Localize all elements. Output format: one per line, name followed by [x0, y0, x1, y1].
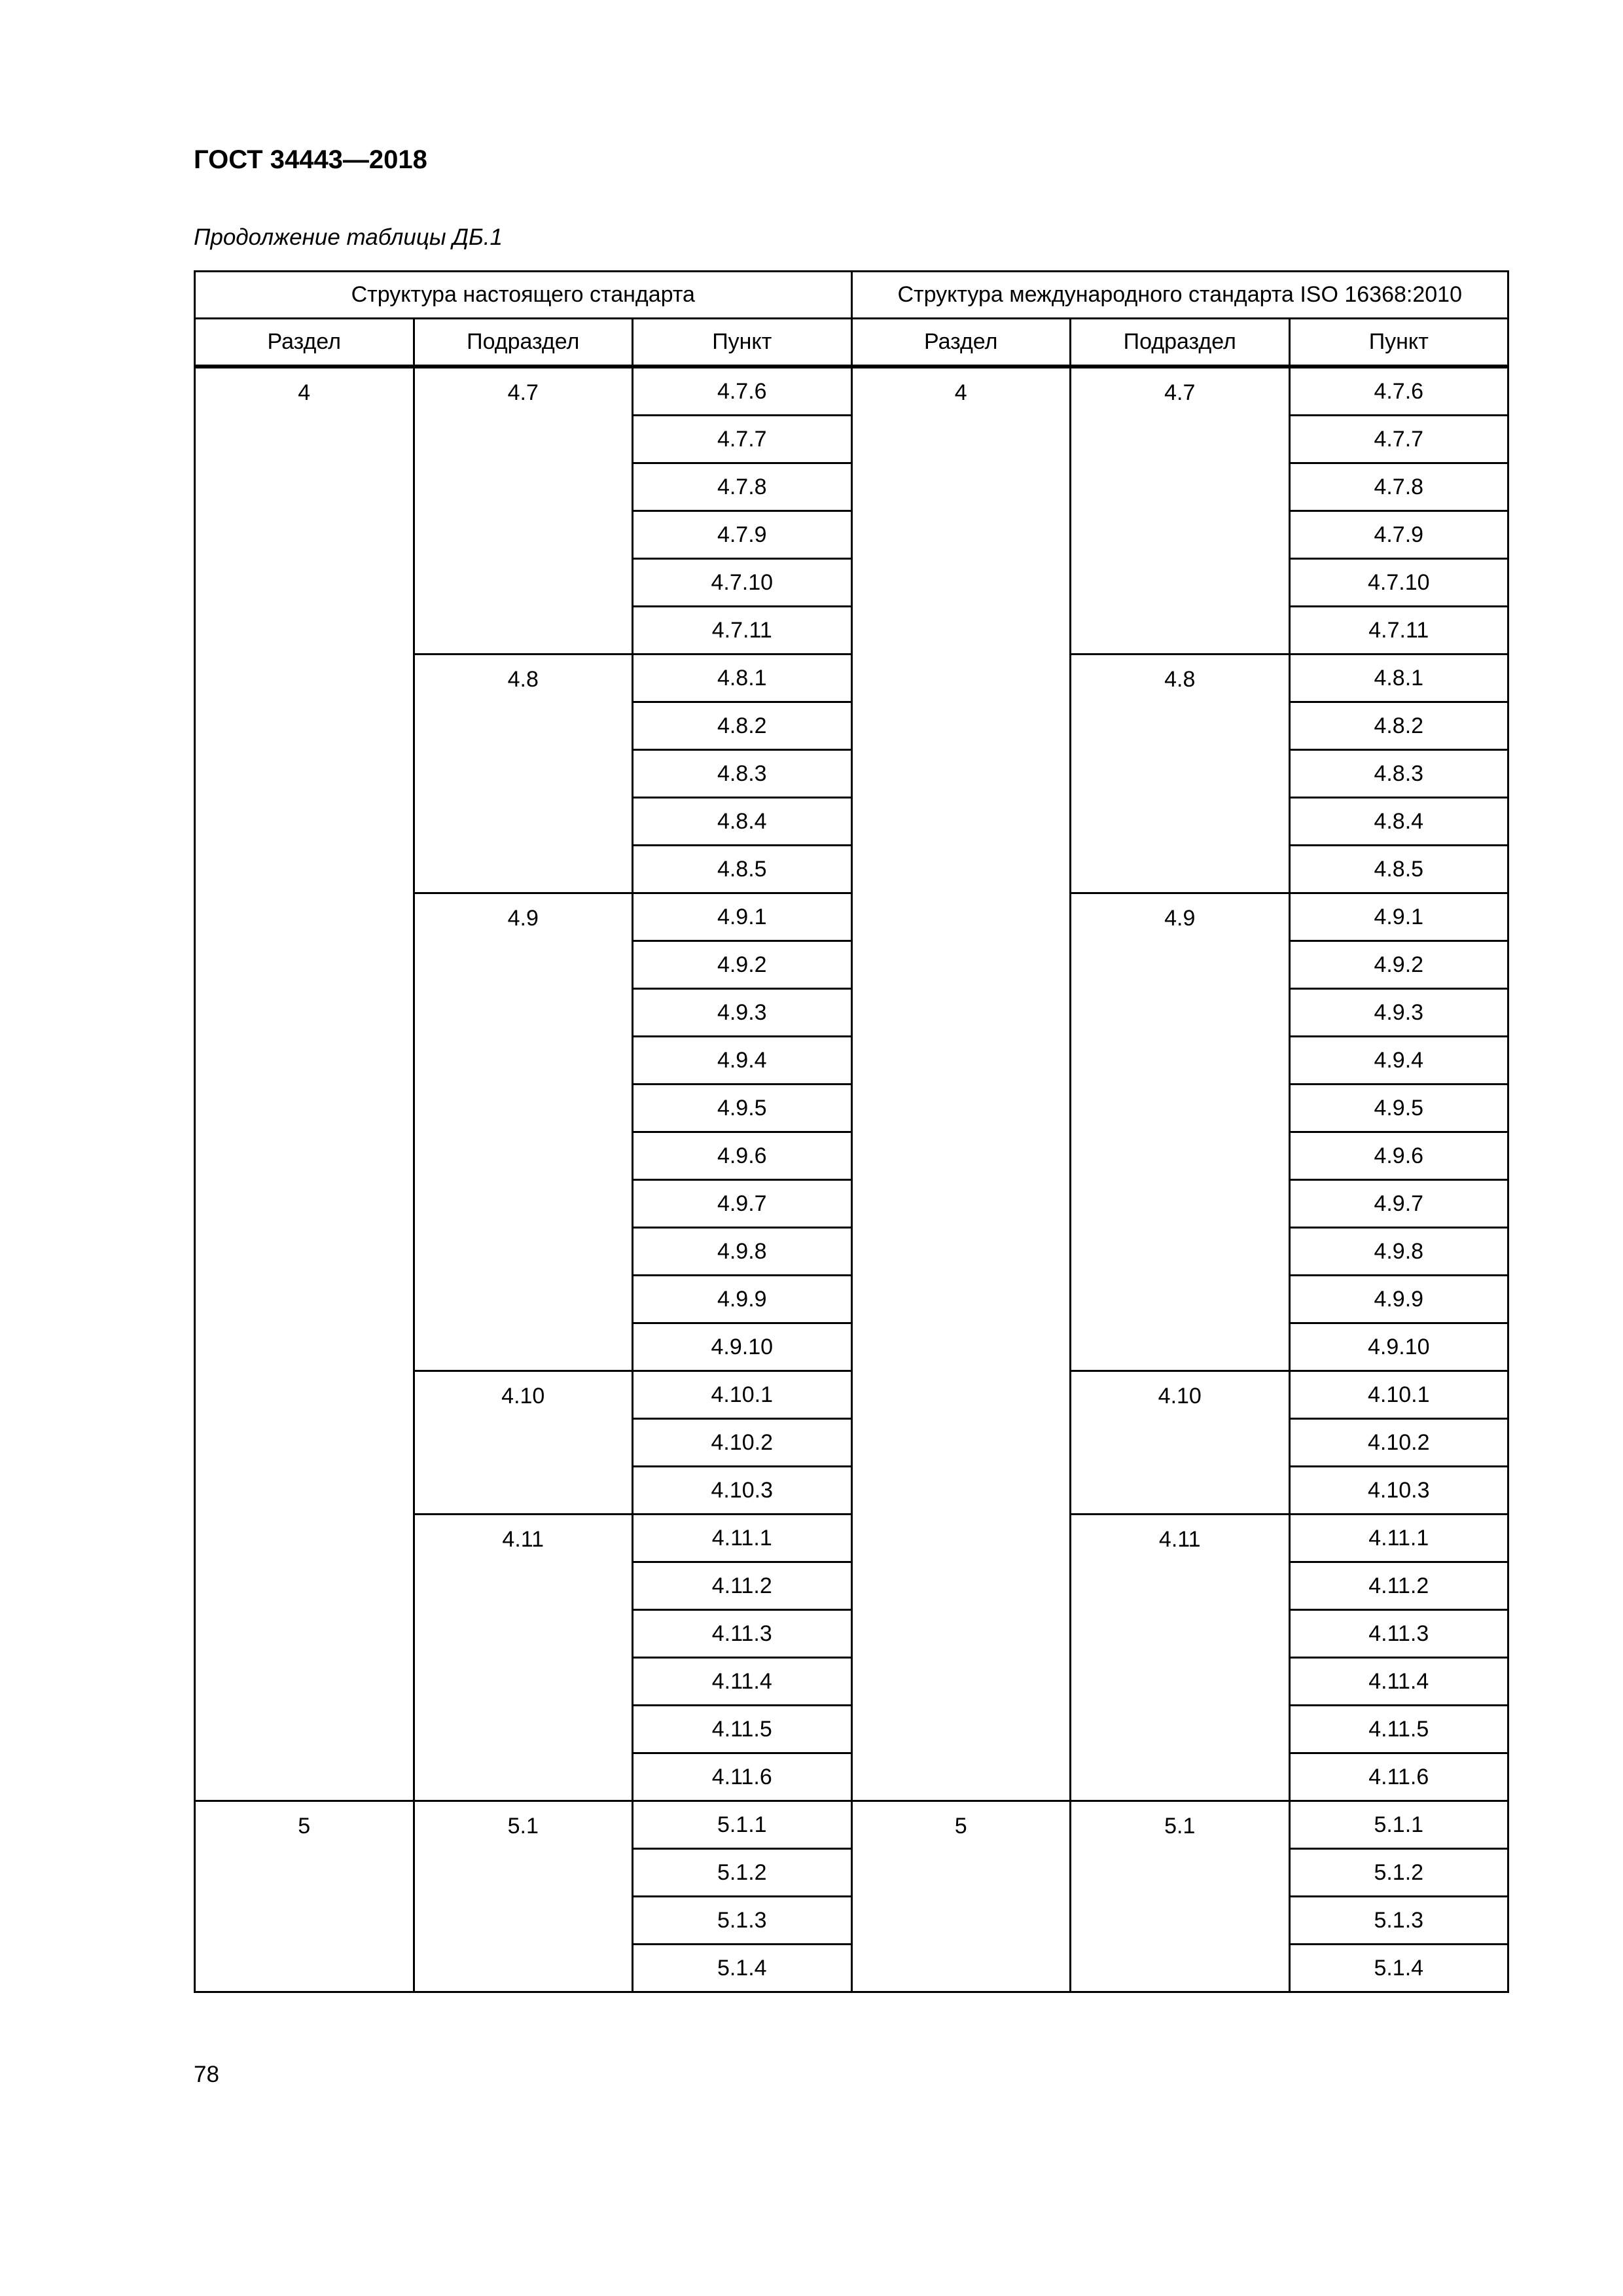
intl-subsection-cell: 4.11 — [1071, 1515, 1290, 1801]
item-cell: 4.9.7 — [633, 1180, 852, 1228]
intl-item-cell: 4.8.4 — [1289, 798, 1508, 846]
item-cell: 4.8.1 — [633, 655, 852, 702]
item-cell: 4.11.6 — [633, 1753, 852, 1801]
intl-item-cell: 5.1.1 — [1289, 1801, 1508, 1849]
item-cell: 4.7.8 — [633, 463, 852, 511]
intl-subsection-cell: 5.1 — [1071, 1801, 1290, 1992]
group-header-row — [195, 272, 1508, 319]
intl-subsection-cell: 4.7 — [1071, 367, 1290, 655]
item-cell: 4.8.5 — [633, 846, 852, 893]
section-cell: 5 — [195, 1801, 414, 1992]
intl-item-cell: 5.1.3 — [1289, 1897, 1508, 1945]
column-header: Раздел — [851, 319, 1071, 367]
document-header: ГОСТ 34443—2018 — [194, 145, 427, 174]
item-cell: 4.7.11 — [633, 607, 852, 655]
intl-item-cell: 4.7.6 — [1289, 367, 1508, 416]
table-row — [195, 1801, 1508, 1849]
intl-item-cell: 4.11.1 — [1289, 1515, 1508, 1562]
item-cell: 4.7.6 — [633, 367, 852, 416]
intl-item-cell: 4.9.2 — [1289, 941, 1508, 989]
intl-item-cell: 4.8.1 — [1289, 655, 1508, 702]
item-cell: 4.9.9 — [633, 1276, 852, 1323]
intl-item-cell: 4.7.10 — [1289, 559, 1508, 607]
intl-subsection-cell: 4.8 — [1071, 655, 1290, 893]
page-number: 78 — [194, 2062, 219, 2087]
item-cell: 4.11.1 — [633, 1515, 852, 1562]
item-cell: 4.10.3 — [633, 1467, 852, 1515]
item-cell: 4.7.10 — [633, 559, 852, 607]
item-cell: 5.1.4 — [633, 1945, 852, 1992]
table-row — [195, 367, 1508, 416]
item-cell: 4.11.3 — [633, 1610, 852, 1658]
item-cell: 4.9.4 — [633, 1037, 852, 1085]
intl-item-cell: 4.9.8 — [1289, 1228, 1508, 1276]
intl-item-cell: 4.11.3 — [1289, 1610, 1508, 1658]
subsection-cell: 4.8 — [414, 655, 633, 893]
intl-item-cell: 4.7.11 — [1289, 607, 1508, 655]
item-cell: 4.9.1 — [633, 893, 852, 941]
intl-item-cell: 4.11.5 — [1289, 1706, 1508, 1753]
intl-item-cell: 4.9.7 — [1289, 1180, 1508, 1228]
intl-item-cell: 4.8.2 — [1289, 702, 1508, 750]
item-cell: 4.11.4 — [633, 1658, 852, 1706]
intl-item-cell: 4.9.10 — [1289, 1323, 1508, 1371]
intl-item-cell: 4.11.6 — [1289, 1753, 1508, 1801]
intl-item-cell: 4.10.3 — [1289, 1467, 1508, 1515]
item-cell: 4.8.2 — [633, 702, 852, 750]
intl-item-cell: 4.10.1 — [1289, 1371, 1508, 1419]
intl-item-cell: 4.7.7 — [1289, 416, 1508, 463]
item-cell: 4.9.2 — [633, 941, 852, 989]
table-caption: Продолжение таблицы ДБ.1 — [194, 224, 503, 250]
column-header: Пункт — [1289, 319, 1508, 367]
item-cell: 4.8.3 — [633, 750, 852, 798]
subsection-cell: 4.7 — [414, 367, 633, 655]
structure-comparison-table — [194, 270, 1509, 1993]
intl-subsection-cell: 4.9 — [1071, 893, 1290, 1371]
item-cell: 4.11.2 — [633, 1562, 852, 1610]
intl-item-cell: 4.9.9 — [1289, 1276, 1508, 1323]
intl-item-cell: 5.1.4 — [1289, 1945, 1508, 1992]
item-cell: 4.9.8 — [633, 1228, 852, 1276]
intl-section-cell: 4 — [851, 367, 1071, 1801]
item-cell: 4.9.6 — [633, 1132, 852, 1180]
intl-section-cell: 5 — [851, 1801, 1071, 1992]
subsection-cell: 5.1 — [414, 1801, 633, 1992]
intl-subsection-cell: 4.10 — [1071, 1371, 1290, 1515]
section-cell: 4 — [195, 367, 414, 1801]
subsection-cell: 4.11 — [414, 1515, 633, 1801]
item-cell: 5.1.1 — [633, 1801, 852, 1849]
intl-item-cell: 4.11.2 — [1289, 1562, 1508, 1610]
subsection-cell: 4.9 — [414, 893, 633, 1371]
intl-item-cell: 4.7.9 — [1289, 511, 1508, 559]
item-cell: 4.10.1 — [633, 1371, 852, 1419]
item-cell: 4.7.9 — [633, 511, 852, 559]
column-header: Подраздел — [414, 319, 633, 367]
column-header: Раздел — [195, 319, 414, 367]
table-body — [195, 367, 1508, 1992]
intl-item-cell: 4.9.4 — [1289, 1037, 1508, 1085]
subsection-cell: 4.10 — [414, 1371, 633, 1515]
intl-item-cell: 4.9.5 — [1289, 1085, 1508, 1132]
intl-item-cell: 4.9.1 — [1289, 893, 1508, 941]
item-cell: 4.9.10 — [633, 1323, 852, 1371]
item-cell: 4.10.2 — [633, 1419, 852, 1467]
intl-item-cell: 4.8.3 — [1289, 750, 1508, 798]
item-cell: 5.1.2 — [633, 1849, 852, 1897]
intl-item-cell: 4.10.2 — [1289, 1419, 1508, 1467]
item-cell: 4.9.3 — [633, 989, 852, 1037]
item-cell: 4.9.5 — [633, 1085, 852, 1132]
intl-item-cell: 4.9.6 — [1289, 1132, 1508, 1180]
intl-item-cell: 4.8.5 — [1289, 846, 1508, 893]
item-cell: 4.7.7 — [633, 416, 852, 463]
intl-item-cell: 4.11.4 — [1289, 1658, 1508, 1706]
column-header: Подраздел — [1071, 319, 1290, 367]
intl-item-cell: 4.7.8 — [1289, 463, 1508, 511]
intl-item-cell: 4.9.3 — [1289, 989, 1508, 1037]
group-header-current-standard: Структура настоящего стандарта — [195, 272, 852, 319]
group-header-international-standard: Структура международного стандарта ISO 16368:2010 — [851, 272, 1508, 319]
item-cell: 5.1.3 — [633, 1897, 852, 1945]
column-header: Пункт — [633, 319, 852, 367]
item-cell: 4.11.5 — [633, 1706, 852, 1753]
intl-item-cell: 5.1.2 — [1289, 1849, 1508, 1897]
column-header-row — [195, 319, 1508, 367]
item-cell: 4.8.4 — [633, 798, 852, 846]
